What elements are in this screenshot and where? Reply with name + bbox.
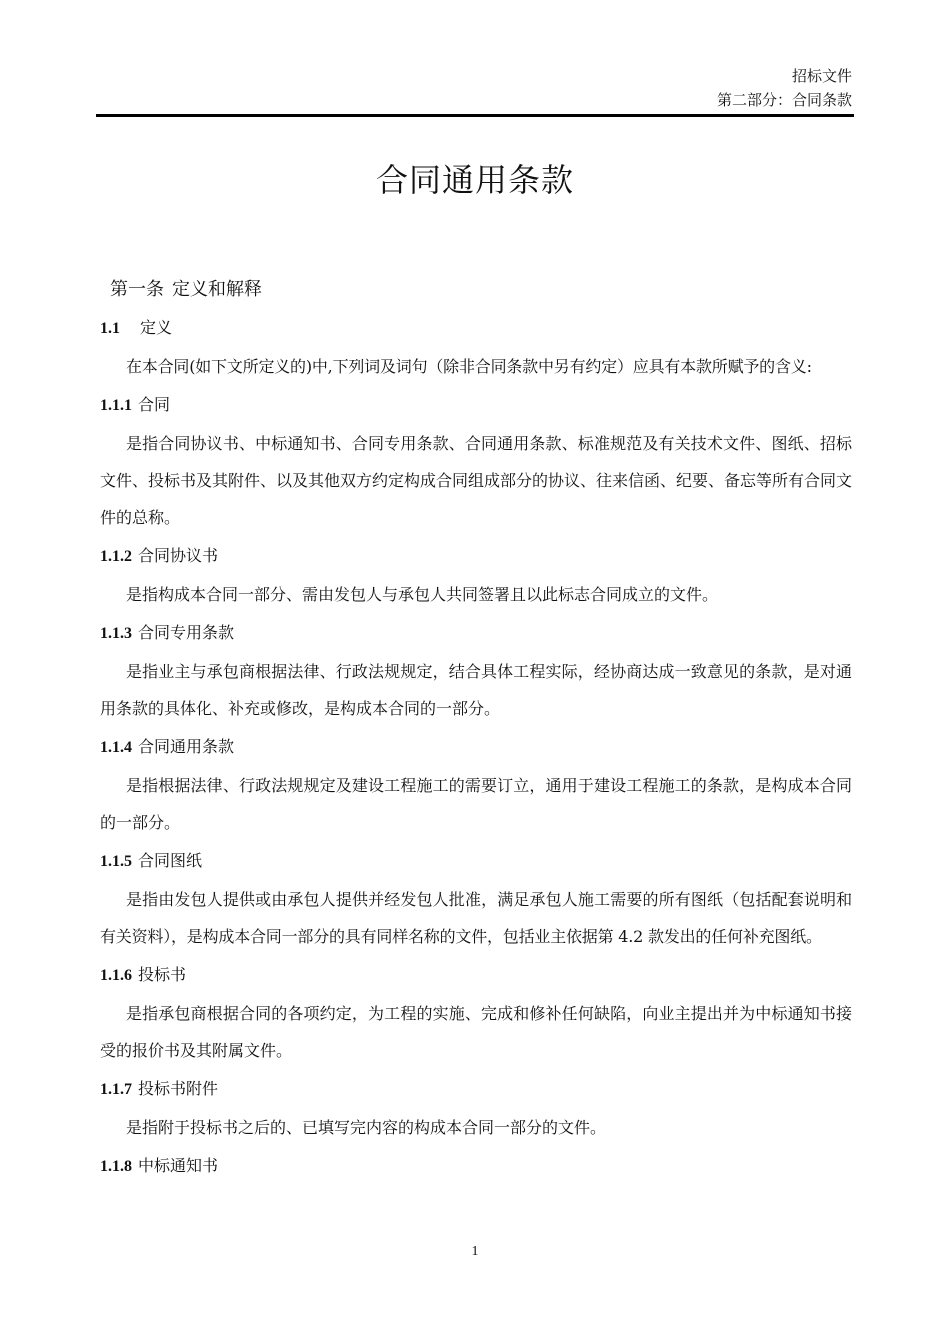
section-heading	[100, 1146, 852, 1186]
section-number: 1.1	[100, 320, 120, 337]
section-title: 中标通知书	[138, 1156, 219, 1175]
section-number: 1.1.2	[100, 548, 132, 565]
section-heading	[100, 613, 852, 653]
article-heading	[110, 272, 852, 308]
section-heading	[100, 955, 852, 995]
section-number: 1.1.8	[100, 1158, 132, 1175]
section-heading	[100, 536, 852, 576]
section-paragraph: 是指由发包人提供或由承包人提供并经发包人批准，满足承包人施工需要的所有图纸（包括配套说明和有关资料），是构成本合同一部分的具有同样名称的文件，包括业主依据第 4.2 款发出的任何补充图纸。	[100, 890, 852, 946]
page-header	[717, 64, 852, 112]
section-title: 合同专用条款	[138, 623, 235, 642]
section-number: 1.1.5	[100, 853, 132, 870]
section-heading	[100, 841, 852, 881]
page-number: 1	[471, 1244, 479, 1259]
section-number: 1.1.7	[100, 1081, 132, 1098]
header-doc-type: 招标文件	[791, 67, 852, 85]
section-paragraph: 是指构成本合同一部分、需由发包人与承包人共同签署且以此标志合同成立的文件。	[126, 585, 719, 604]
section-number: 1.1.1	[100, 397, 132, 414]
header-section: 第二部分：合同条款	[716, 91, 852, 109]
header-divider	[96, 114, 854, 117]
section-heading	[100, 1069, 852, 1109]
section-title: 投标书附件	[138, 1079, 219, 1098]
section-title: 合同通用条款	[138, 737, 235, 756]
section-paragraph: 是指合同协议书、中标通知书、合同专用条款、合同通用条款、标准规范及有关技术文件、图纸、招标文件、投标书及其附件、以及其他双方约定构成合同组成部分的协议、往来信函、纪要、备忘等所有合同文件的总称。	[100, 434, 853, 527]
section-paragraph: 是指业主与承包商根据法律、行政法规规定，结合具体工程实际，经协商达成一致意见的条款，是对通用条款的具体化、补充或修改，是构成本合同的一部分。	[100, 662, 852, 718]
section-paragraph: 在本合同(如下文所定义的)中,下列词及词句（除非合同条款中另有约定）应具有本款所赋予的含义:	[126, 357, 812, 376]
section-title: 合同协议书	[138, 546, 219, 565]
section-title: 投标书	[138, 965, 187, 984]
section-paragraph: 是指承包商根据合同的各项约定，为工程的实施、完成和修补任何缺陷，向业主提出并为中标通知书接受的报价书及其附属文件。	[100, 1004, 852, 1060]
article-name: 定义和解释	[172, 279, 262, 300]
section-heading	[100, 385, 852, 425]
section-paragraph: 是指根据法律、行政法规规定及建设工程施工的需要订立，通用于建设工程施工的条款，是构成本合同的一部分。	[100, 776, 852, 832]
section-paragraph: 是指附于投标书之后的、已填写完内容的构成本合同一部分的文件。	[126, 1118, 607, 1137]
document-body	[100, 272, 852, 1186]
section-title: 定义	[140, 318, 173, 337]
document-title: 合同通用条款	[375, 161, 574, 199]
section-title: 合同	[138, 395, 171, 414]
section-number: 1.1.3	[100, 625, 132, 642]
section-heading	[100, 727, 852, 767]
section-title: 合同图纸	[138, 851, 203, 870]
article-number: 第一条	[110, 279, 164, 300]
section-heading	[100, 308, 852, 348]
section-number: 1.1.6	[100, 967, 132, 984]
section-number: 1.1.4	[100, 739, 132, 756]
